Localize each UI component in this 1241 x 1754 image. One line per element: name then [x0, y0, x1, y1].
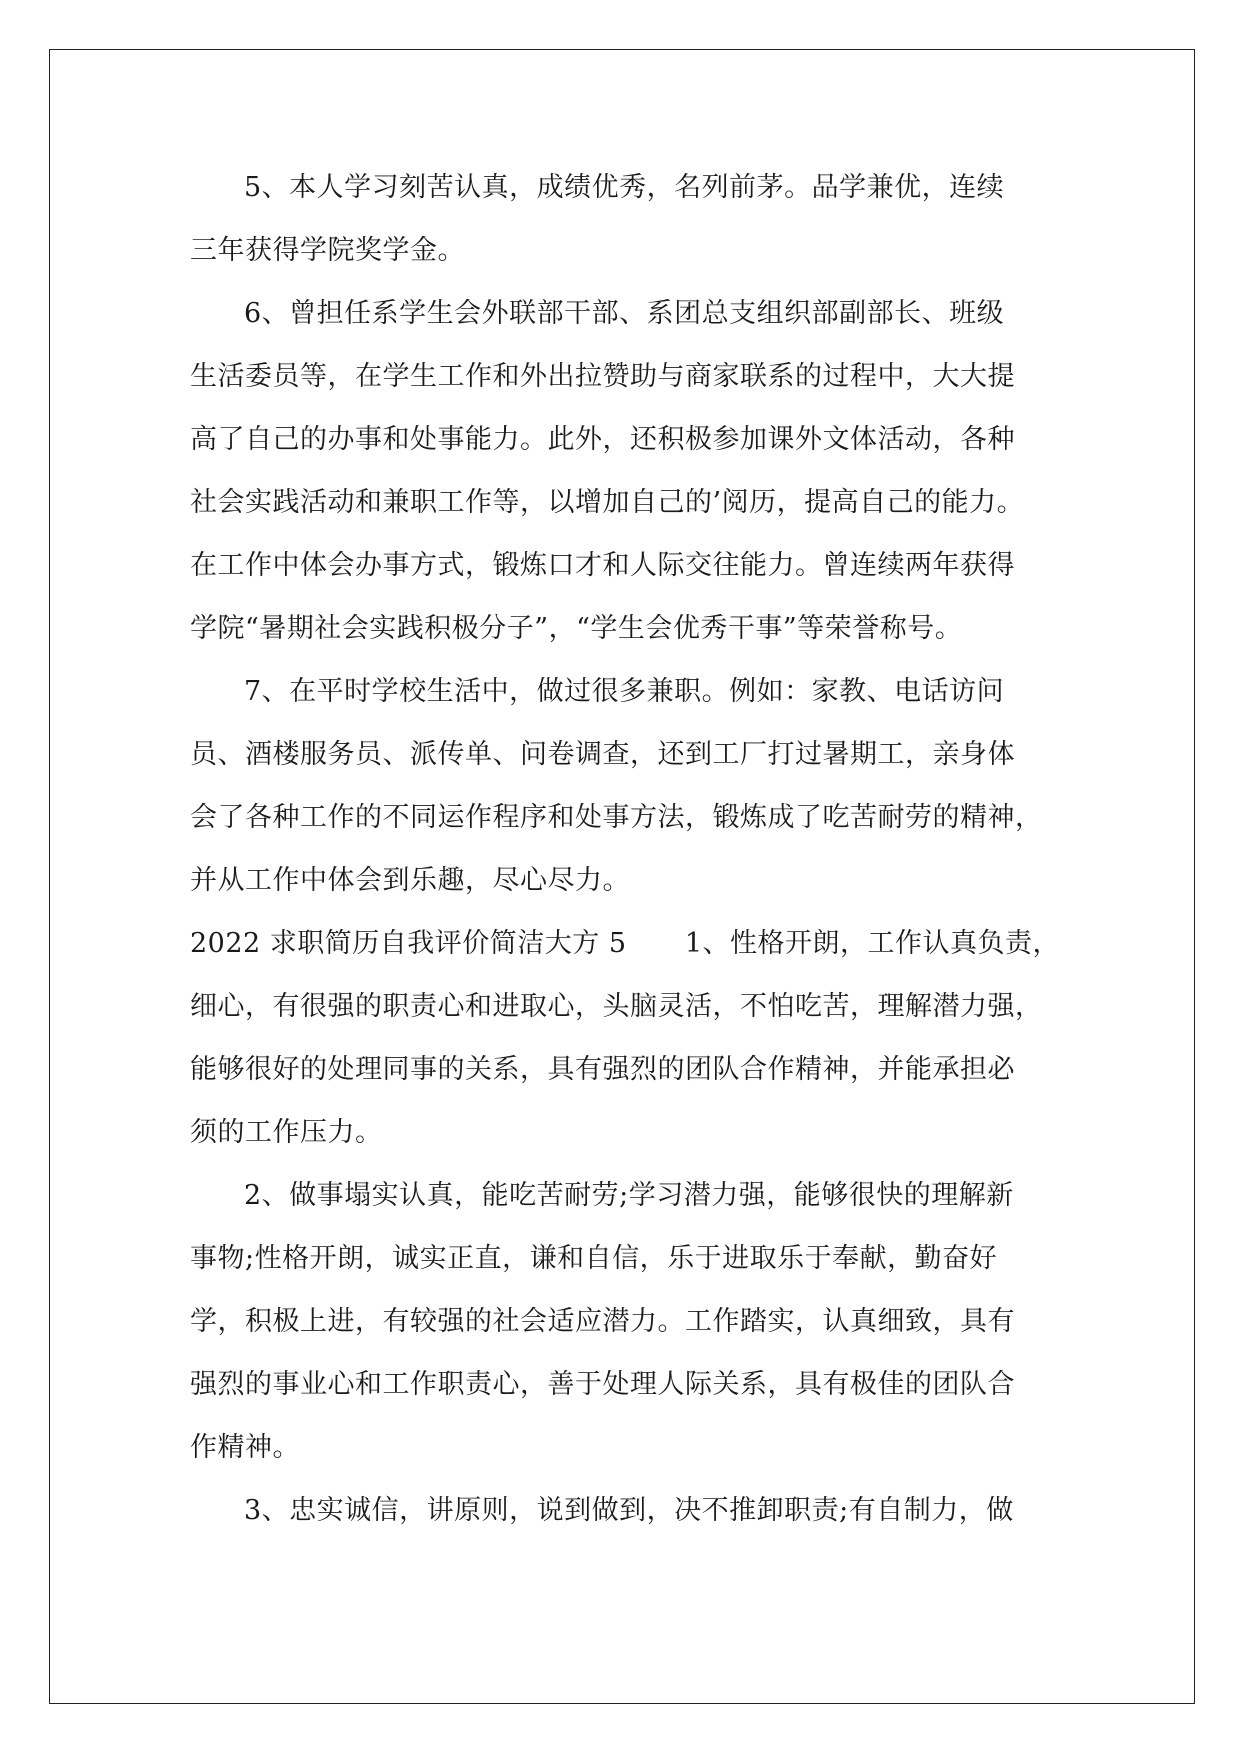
text-line: 学院“暑期社会实践积极分子”，“学生会优秀干事”等荣誉称号。: [190, 613, 963, 644]
document-body: [190, 156, 1060, 1542]
text-line: 员、酒楼服务员、派传单、问卷调查，还到工厂打过暑期工，亲身体: [190, 739, 1015, 770]
text-line: 高了自己的办事和处事能力。此外，还积极参加课外文体活动，各种: [190, 424, 1015, 455]
text-line: 1、性格开朗，工作认真负责，: [684, 928, 1060, 959]
text-line: 社会实践活动和兼职工作等，以增加自己的’阅历，提高自己的能力。: [190, 487, 1025, 518]
text-line: 7、在平时学校生活中，做过很多兼职。例如：家教、电话访问: [244, 676, 1005, 707]
text-line: 作精神。: [190, 1432, 300, 1463]
text-line: 会了各种工作的不同运作程序和处事方法，锻炼成了吃苦耐劳的精神，: [190, 802, 1043, 833]
text-line: 5、本人学习刻苦认真，成绩优秀，名列前茅。品学兼优，连续: [244, 172, 1005, 203]
text-line: 细心，有很强的职责心和进取心，头脑灵活，不怕吃苦，理解潜力强，: [190, 991, 1043, 1022]
text-line: 三年获得学院奖学金。: [190, 235, 465, 266]
text-line: 事物;性格开朗，诚实正直，谦和自信，乐于进取乐于奉献，勤奋好: [190, 1243, 998, 1274]
text-line: 在工作中体会办事方式，锻炼口才和人际交往能力。曾连续两年获得: [190, 550, 1015, 581]
text-line: 并从工作中体会到乐趣，尽心尽力。: [190, 865, 630, 896]
text-line: 须的工作压力。: [190, 1117, 383, 1148]
section-heading-line: [190, 912, 1060, 975]
text-line: 强烈的事业心和工作职责心，善于处理人际关系，具有极佳的团队合: [190, 1369, 1015, 1400]
text-line: 2、做事塌实认真，能吃苦耐劳;学习潜力强，能够很快的理解新: [244, 1180, 1014, 1211]
text-line: 3、忠实诚信，讲原则，说到做到，决不推卸职责;有自制力，做: [244, 1495, 1014, 1526]
section-heading: 2022 求职简历自我评价简洁大方 5: [190, 928, 627, 959]
text-line: 能够很好的处理同事的关系，具有强烈的团队合作精神，并能承担必: [190, 1054, 1015, 1085]
text-line: 生活委员等，在学生工作和外出拉赞助与商家联系的过程中，大大提: [190, 361, 1015, 392]
text-line: 学，积极上进，有较强的社会适应潜力。工作踏实，认真细致，具有: [190, 1306, 1015, 1337]
text-line: 6、曾担任系学生会外联部干部、系团总支组织部副部长、班级: [244, 298, 1005, 329]
